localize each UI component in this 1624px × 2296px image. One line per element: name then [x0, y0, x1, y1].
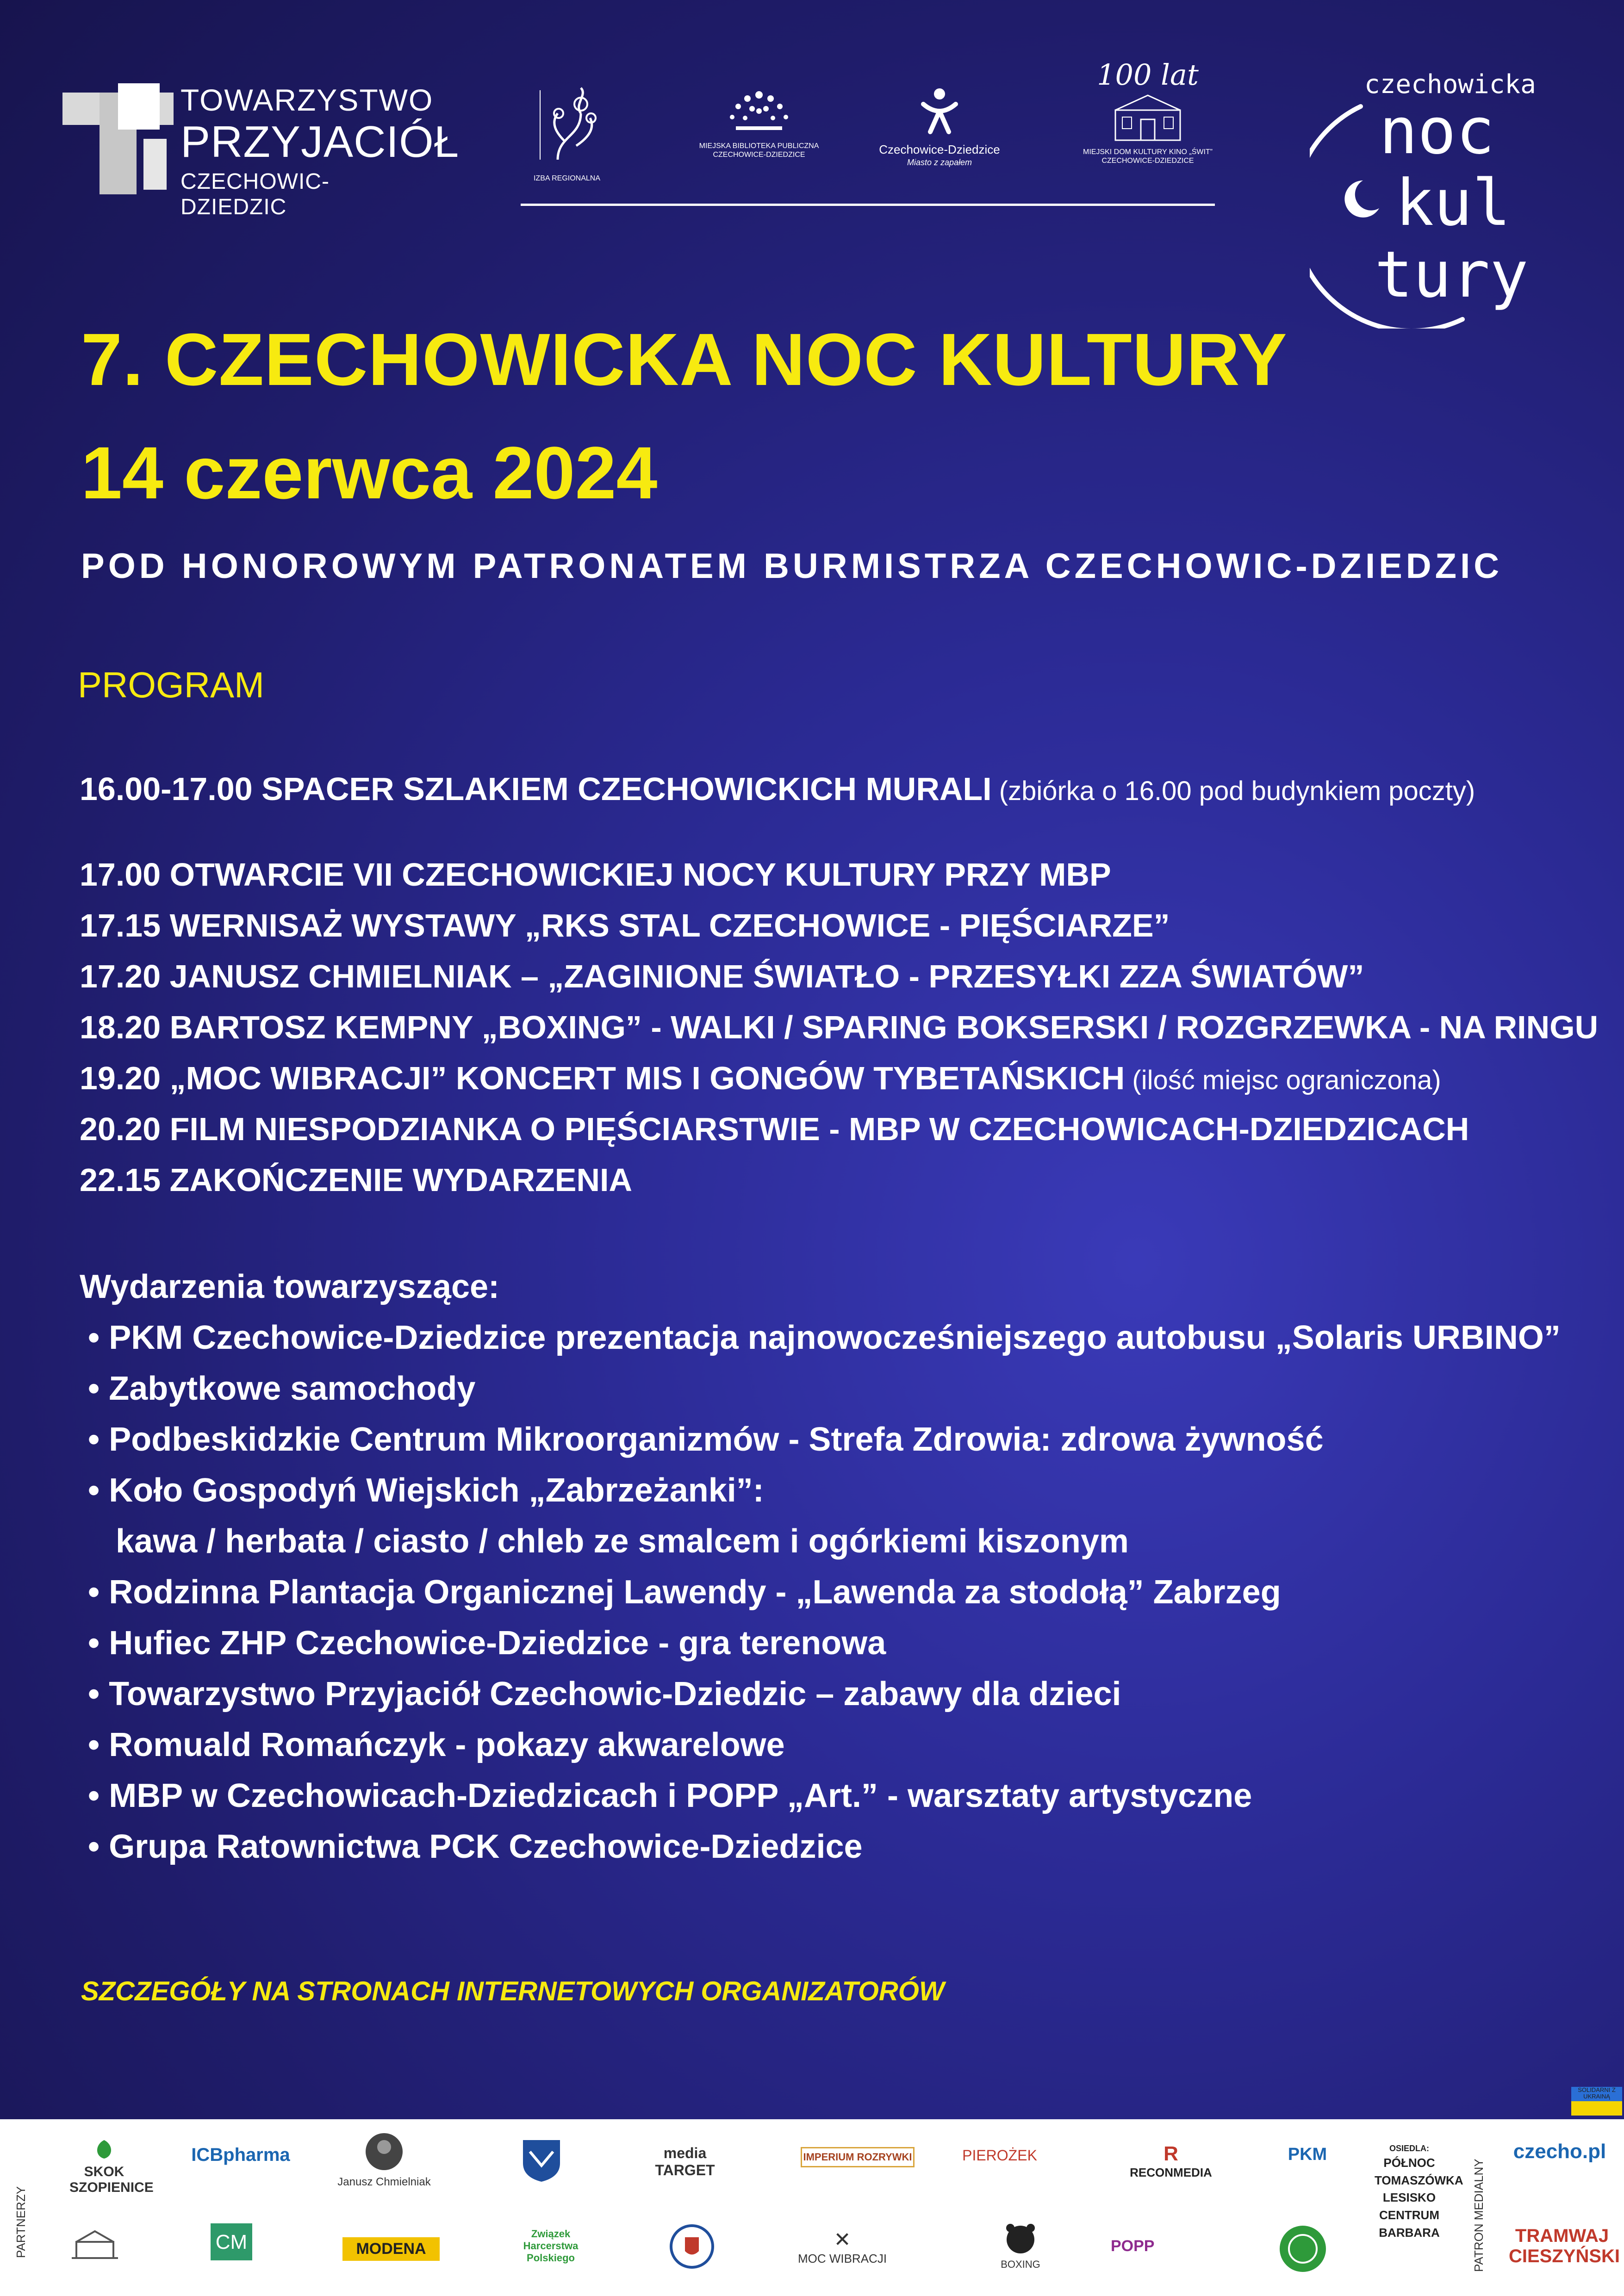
side-event-item: • Towarzystwo Przyjaciół Czechowic-Dziedzic – zabawy dla dzieci: [88, 1675, 1121, 1713]
sponsor-cm: [206, 2221, 257, 2266]
event-date: 14 czerwca 2024: [81, 431, 658, 514]
green-seal-icon: [1277, 2223, 1328, 2274]
details-note: SZCZEGÓŁY NA STRONACH INTERNETOWYCH ORGANIZATORÓW: [81, 1976, 945, 2006]
sponsor-crest2: [666, 2223, 717, 2273]
sponsor-zhp: Związek Harcerstwa Polskiego: [523, 2228, 579, 2264]
tpcd-logo: [62, 79, 460, 219]
cm-logo-icon: [208, 2221, 255, 2263]
program-item: 22.15 ZAKOŃCZENIE WYDARZENIA: [80, 1162, 633, 1198]
sponsor-green-seal: [1273, 2223, 1333, 2277]
sponsor-imperium: IMPERIUM ROZRYWKI: [801, 2147, 915, 2167]
town-name: Czechowice-Dziedzice: [879, 143, 1000, 156]
noc-word3: tury: [1375, 237, 1529, 312]
portrait-icon: [363, 2131, 405, 2172]
side-event-item: • Romuald Romańczyk - pokazy akwarelowe: [88, 1726, 785, 1763]
boxing-bear-icon: [1002, 2223, 1039, 2256]
side-event-item: • Koło Gospodyń Wiejskich „Zabrzeżanki”:: [88, 1472, 764, 1509]
sponsor-chmielniak: Janusz Chmielniak: [333, 2131, 435, 2189]
sponsor-boxing: BOXING: [990, 2223, 1051, 2271]
round-crest-icon: [669, 2223, 715, 2270]
sponsor-modena: MODENA: [342, 2237, 440, 2261]
program-item: 17.15 WERNISAŻ WYSTAWY „RKS STAL CZECHOWICE - PIĘŚCIARZE”: [80, 907, 1170, 943]
thistle-icon: [530, 86, 604, 169]
organizers-divider: [521, 204, 1215, 206]
media-patron-label: PATRON MEDIALNY: [1472, 2159, 1486, 2272]
mdk-label: MIEJSKI DOM KULTURY KINO „ŚWIT” CZECHOWICE-DZIEDZICE: [1083, 148, 1213, 165]
izba-label: IZBA REGIONALNA: [533, 174, 601, 182]
partners-label: PARTNERZY: [14, 2186, 28, 2258]
izba-regionalna-logo: [521, 86, 613, 183]
side-event-item: • PKM Czechowice-Dziedzice prezentacja najnowocześniejszego autobusu „Solaris URBINO”: [88, 1319, 1561, 1356]
svg-text:CM: CM: [215, 2231, 248, 2253]
side-event-item: • MBP w Czechowicach-Dziedzicach i POPP „Art.” - warsztaty artystyczne: [88, 1777, 1252, 1814]
tpcd-line2: PRZYJACIÓŁ: [180, 117, 460, 167]
tpcd-line3: CZECHOWIC-DZIEDZIC: [180, 169, 330, 219]
sponsors-bar: [0, 2119, 1624, 2296]
sponsor-media-target: media TARGET: [655, 2145, 715, 2178]
noc-word2: kul: [1395, 166, 1511, 240]
side-event-item: • Hufiec ZHP Czechowice-Dziedzice - gra terenowa: [88, 1625, 886, 1662]
noc-small: czechowicka: [1364, 69, 1536, 99]
sponsor-reconmedia: R RECONMEDIA: [1130, 2142, 1212, 2179]
sponsor-pierozek: PIEROŻEK: [962, 2147, 1037, 2164]
czechowice-dziedzice-logo: [870, 86, 1009, 168]
sponsor-skok: SKOK SZOPIENICE: [69, 2138, 139, 2196]
program-item: 17.00 OTWARCIE VII CZECHOWICKIEJ NOCY KULTURY PRZY MBP: [80, 856, 1111, 893]
side-event-item: kawa / herbata / ciasto / chleb ze smalcem i ogórkiemi kiszonym: [88, 1523, 1129, 1560]
program-item: 16.00-17.00 SPACER SZLAKIEM CZECHOWICKICH MURALI (zbiórka o 16.00 pod budynkiem poczty): [80, 771, 1475, 807]
noc-kultury-logo: [1310, 69, 1569, 329]
biblioteka-label: MIEJSKA BIBLIOTEKA PUBLICZNA CZECHOWICE-DZIEDZICE: [699, 142, 819, 159]
side-event-item: • Zabytkowe samochody: [88, 1370, 476, 1407]
program-item: 20.20 FILM NIESPODZIANKA O PIĘŚCIARSTWIE - MBP W CZECHOWICACH-DZIEDZICACH: [80, 1111, 1469, 1147]
sponsor-pkm: PKM: [1288, 2145, 1327, 2164]
town-tagline: Miasto z zapałem: [907, 158, 972, 168]
noc-word1: noc: [1379, 94, 1495, 168]
building-icon: [67, 2226, 123, 2263]
sponsor-building: [65, 2226, 125, 2266]
side-event-item: • Grupa Ratownictwa PCK Czechowice-Dziedzice: [88, 1828, 863, 1865]
sponsor-crest: [516, 2138, 567, 2187]
shield-icon: [521, 2138, 562, 2184]
sunburst-icon: [727, 86, 791, 137]
mdk-swit-logo: [1078, 58, 1217, 165]
town-emblem-icon: [914, 86, 965, 137]
osiedla-list: OSIEDLA: PÓŁNOC TOMASZÓWKA LESISKO CENTRUM BARBARA: [1375, 2144, 1463, 2240]
event-title: 7. CZECHOWICKA NOC KULTURY: [81, 318, 1288, 401]
biblioteka-logo: [694, 86, 824, 159]
tpcd-mark-icon: [62, 83, 174, 194]
skok-leaf-icon: [90, 2138, 118, 2161]
program-heading: PROGRAM: [78, 664, 265, 705]
sponsor-popp: POPP: [1111, 2237, 1155, 2255]
program-item: 17.20 JANUSZ CHMIELNIAK – „ZAGINIONE ŚWIATŁO - PRZESYŁKI ZZA ŚWIATÓW”: [80, 958, 1364, 994]
patronage-line: POD HONOROWYM PATRONATEM BURMISTRZA CZECHOWIC-DZIEDZIC: [81, 546, 1503, 586]
program-item: 18.20 BARTOSZ KEMPNY „BOXING” - WALKI / SPARING BOKSERSKI / ROZGRZEWKA - NA RINGU: [80, 1009, 1599, 1045]
cinema-building-icon: [1106, 92, 1189, 143]
sponsor-moc-wibracji: ✕ MOC WIBRACJI: [797, 2228, 887, 2265]
side-event-item: • Rodzinna Plantacja Organicznej Lawendy - „Lawenda za stodołą” Zabrzeg: [88, 1574, 1281, 1611]
sponsor-icb: ICBpharma: [191, 2145, 290, 2165]
tpcd-line1: TOWARZYSTWO: [180, 83, 434, 117]
media-tramwaj: TRAMWAJ CIESZYŃSKI: [1509, 2226, 1620, 2266]
side-events-heading: Wydarzenia towarzyszące:: [80, 1268, 500, 1305]
centenary-badge: 100 lat: [1097, 58, 1199, 92]
program-item: 19.20 „MOC WIBRACJI” KONCERT MIS I GONGÓW TYBETAŃSKICH (ilość miejsc ograniczona): [80, 1060, 1441, 1096]
ukraine-solidarity-badge: SOLIDARNI Z UKRAINĄ: [1571, 2087, 1622, 2116]
side-event-item: • Podbeskidzkie Centrum Mikroorganizmów - Strefa Zdrowia: zdrowa żywność: [88, 1421, 1324, 1458]
media-czecho: czecho.pl: [1513, 2140, 1606, 2163]
